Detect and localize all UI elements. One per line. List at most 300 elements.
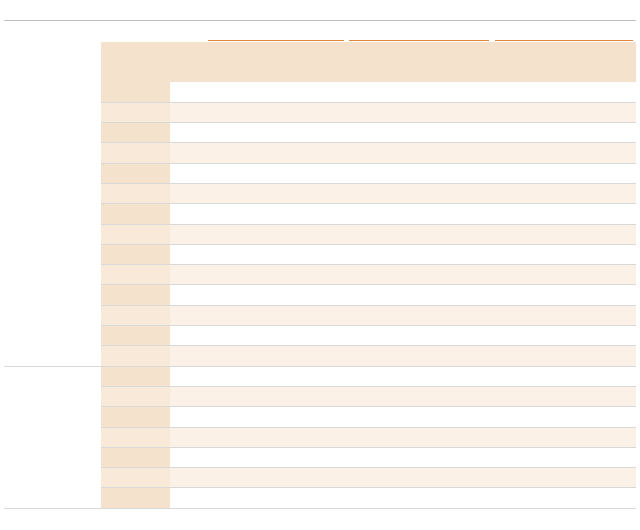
- cell-value: [597, 102, 636, 122]
- cell-value: [363, 82, 403, 102]
- cell-value: [323, 82, 363, 102]
- row-date: [101, 285, 170, 305]
- cell-value: [170, 407, 209, 427]
- cell-value: [363, 326, 403, 346]
- cell-value: [284, 346, 323, 366]
- cell-value: [403, 244, 442, 264]
- cell-value: [403, 488, 442, 508]
- cell-value: [323, 468, 363, 488]
- category-label: [4, 366, 101, 508]
- cell-value: [442, 244, 481, 264]
- cell-value: [209, 265, 247, 285]
- cell-value: [442, 285, 481, 305]
- header-col: [597, 42, 636, 62]
- cell-value: [481, 285, 520, 305]
- cell-value: [247, 163, 285, 183]
- cell-value: [403, 102, 442, 122]
- cell-value: [519, 447, 558, 467]
- cell-value: [363, 102, 403, 122]
- cell-value: [442, 183, 481, 203]
- cell-value: [442, 163, 481, 183]
- cell-value: [519, 224, 558, 244]
- table-row: [4, 366, 636, 386]
- cell-value: [363, 305, 403, 325]
- cell-value: [519, 427, 558, 447]
- cell-value: [247, 488, 285, 508]
- cell-value: [363, 447, 403, 467]
- cell-value: [558, 305, 597, 325]
- cell-value: [442, 386, 481, 406]
- cell-value: [170, 244, 209, 264]
- cell-value: [481, 366, 520, 386]
- group-rule-15: [349, 40, 489, 41]
- cell-value: [284, 305, 323, 325]
- cell-value: [247, 326, 285, 346]
- cell-value: [247, 102, 285, 122]
- cell-value: [209, 346, 247, 366]
- cell-value: [403, 285, 442, 305]
- cell-value: [519, 386, 558, 406]
- cell-value: [558, 102, 597, 122]
- cell-value: [481, 204, 520, 224]
- cell-value: [403, 407, 442, 427]
- cell-value: [170, 468, 209, 488]
- cell-value: [284, 224, 323, 244]
- cell-value: [323, 102, 363, 122]
- cell-value: [481, 447, 520, 467]
- top-divider: [4, 20, 636, 21]
- cell-value: [209, 386, 247, 406]
- cell-value: [597, 427, 636, 447]
- header-sub: [442, 62, 481, 82]
- cell-value: [558, 244, 597, 264]
- cell-value: [363, 244, 403, 264]
- cell-value: [323, 366, 363, 386]
- table-body: [4, 82, 636, 508]
- group-rule-5: [208, 40, 344, 41]
- cell-value: [247, 183, 285, 203]
- cell-value: [403, 224, 442, 244]
- cell-value: [247, 265, 285, 285]
- cell-value: [209, 244, 247, 264]
- cell-value: [323, 244, 363, 264]
- cell-value: [558, 183, 597, 203]
- cell-value: [247, 285, 285, 305]
- cell-value: [481, 488, 520, 508]
- row-date: [101, 123, 170, 143]
- cell-value: [597, 143, 636, 163]
- cell-value: [209, 305, 247, 325]
- cell-value: [363, 488, 403, 508]
- cell-value: [558, 427, 597, 447]
- group-5-days: [206, 22, 346, 42]
- row-date: [101, 447, 170, 467]
- header-col: [363, 42, 403, 62]
- cell-value: [323, 386, 363, 406]
- cell-value: [519, 102, 558, 122]
- cell-value: [247, 407, 285, 427]
- cell-value: [170, 123, 209, 143]
- cell-value: [597, 468, 636, 488]
- cell-value: [403, 305, 442, 325]
- cell-value: [442, 427, 481, 447]
- cell-value: [209, 366, 247, 386]
- header-col: [323, 42, 363, 62]
- cell-value: [519, 326, 558, 346]
- group-15-days: [346, 22, 492, 42]
- cell-value: [597, 366, 636, 386]
- cell-value: [284, 366, 323, 386]
- cell-value: [597, 386, 636, 406]
- cell-value: [597, 123, 636, 143]
- cell-value: [519, 346, 558, 366]
- cell-value: [597, 305, 636, 325]
- cell-value: [519, 163, 558, 183]
- rate-cut-impact-table: [4, 42, 636, 509]
- row-date: [101, 427, 170, 447]
- cell-value: [442, 326, 481, 346]
- cell-value: [442, 366, 481, 386]
- cell-value: [442, 265, 481, 285]
- header-col: [481, 42, 520, 62]
- cell-value: [481, 468, 520, 488]
- cell-value: [558, 386, 597, 406]
- row-date: [101, 183, 170, 203]
- cell-value: [284, 447, 323, 467]
- cell-value: [442, 407, 481, 427]
- cell-value: [519, 204, 558, 224]
- cell-value: [442, 346, 481, 366]
- cell-value: [323, 204, 363, 224]
- cell-value: [558, 163, 597, 183]
- cell-value: [247, 386, 285, 406]
- cell-value: [519, 82, 558, 102]
- cell-value: [558, 123, 597, 143]
- cell-value: [247, 224, 285, 244]
- cell-value: [519, 468, 558, 488]
- cell-value: [363, 386, 403, 406]
- cell-value: [284, 123, 323, 143]
- cell-value: [442, 82, 481, 102]
- cell-value: [558, 82, 597, 102]
- cell-value: [558, 447, 597, 467]
- cell-value: [597, 488, 636, 508]
- cell-value: [323, 427, 363, 447]
- cell-value: [481, 244, 520, 264]
- cell-value: [481, 183, 520, 203]
- row-date: [101, 488, 170, 508]
- cell-value: [597, 265, 636, 285]
- row-date: [101, 366, 170, 386]
- cell-value: [597, 447, 636, 467]
- cell-value: [481, 143, 520, 163]
- cell-value: [170, 224, 209, 244]
- row-date: [101, 163, 170, 183]
- cell-value: [558, 326, 597, 346]
- cell-value: [519, 366, 558, 386]
- cell-value: [558, 265, 597, 285]
- cell-value: [442, 123, 481, 143]
- cell-value: [284, 285, 323, 305]
- cell-value: [363, 143, 403, 163]
- cell-value: [284, 204, 323, 224]
- cell-value: [363, 265, 403, 285]
- group-30-days: [492, 22, 636, 42]
- row-date: [101, 224, 170, 244]
- category-label: [4, 82, 101, 366]
- cell-value: [481, 102, 520, 122]
- header-blank: [4, 62, 101, 82]
- cell-value: [481, 427, 520, 447]
- cell-value: [519, 285, 558, 305]
- cell-value: [403, 386, 442, 406]
- cell-value: [597, 285, 636, 305]
- cell-value: [363, 346, 403, 366]
- cell-value: [481, 82, 520, 102]
- cell-value: [323, 346, 363, 366]
- cell-value: [170, 285, 209, 305]
- cell-value: [558, 143, 597, 163]
- cell-value: [363, 183, 403, 203]
- cell-value: [209, 143, 247, 163]
- cell-value: [170, 143, 209, 163]
- cell-value: [403, 143, 442, 163]
- cell-value: [481, 305, 520, 325]
- cell-value: [558, 224, 597, 244]
- group-rule-30: [495, 40, 633, 41]
- row-date: [101, 265, 170, 285]
- cell-value: [247, 123, 285, 143]
- cell-value: [558, 285, 597, 305]
- row-date: [101, 244, 170, 264]
- row-date: [101, 305, 170, 325]
- cell-value: [323, 123, 363, 143]
- cell-value: [209, 285, 247, 305]
- row-date: [101, 143, 170, 163]
- cell-value: [323, 163, 363, 183]
- cell-value: [247, 427, 285, 447]
- cell-value: [323, 224, 363, 244]
- cell-value: [209, 427, 247, 447]
- header-sub: [284, 62, 323, 82]
- cell-value: [363, 224, 403, 244]
- cell-value: [363, 427, 403, 447]
- row-date: [101, 407, 170, 427]
- cell-value: [170, 265, 209, 285]
- cell-value: [363, 204, 403, 224]
- cell-value: [209, 468, 247, 488]
- header-col: [247, 42, 285, 62]
- cell-value: [403, 366, 442, 386]
- cell-value: [284, 468, 323, 488]
- cell-value: [481, 163, 520, 183]
- cell-value: [442, 224, 481, 244]
- cell-value: [363, 285, 403, 305]
- header-row-top: [4, 42, 636, 62]
- cell-value: [597, 82, 636, 102]
- cell-value: [363, 163, 403, 183]
- cell-value: [170, 386, 209, 406]
- cell-value: [558, 407, 597, 427]
- cell-value: [558, 488, 597, 508]
- row-date: [101, 468, 170, 488]
- cell-value: [170, 305, 209, 325]
- cell-value: [597, 244, 636, 264]
- cell-value: [284, 143, 323, 163]
- header-col: [284, 42, 323, 62]
- row-date: [101, 326, 170, 346]
- cell-value: [519, 244, 558, 264]
- cell-value: [247, 468, 285, 488]
- cell-value: [247, 346, 285, 366]
- cell-value: [209, 407, 247, 427]
- cell-value: [558, 366, 597, 386]
- cell-value: [170, 427, 209, 447]
- cell-value: [442, 305, 481, 325]
- cell-value: [209, 204, 247, 224]
- cell-value: [247, 82, 285, 102]
- cell-value: [247, 143, 285, 163]
- cell-value: [247, 447, 285, 467]
- cell-value: [558, 346, 597, 366]
- cell-value: [323, 143, 363, 163]
- cell-value: [481, 265, 520, 285]
- cell-value: [170, 326, 209, 346]
- cell-value: [284, 102, 323, 122]
- cell-value: [209, 488, 247, 508]
- cell-value: [323, 183, 363, 203]
- cell-value: [597, 183, 636, 203]
- cell-value: [209, 102, 247, 122]
- header-sub: [170, 62, 209, 82]
- cell-value: [284, 386, 323, 406]
- cell-value: [170, 447, 209, 467]
- header-row-sub: [4, 62, 636, 82]
- cell-value: [403, 468, 442, 488]
- cell-value: [597, 407, 636, 427]
- cell-value: [284, 82, 323, 102]
- cell-value: [519, 143, 558, 163]
- cell-value: [247, 305, 285, 325]
- cell-value: [481, 346, 520, 366]
- cell-value: [403, 427, 442, 447]
- cell-value: [442, 102, 481, 122]
- cell-value: [284, 427, 323, 447]
- header-sub: [597, 62, 636, 82]
- cell-value: [403, 183, 442, 203]
- row-date: [101, 346, 170, 366]
- header-sub: [247, 62, 285, 82]
- cell-value: [284, 326, 323, 346]
- cell-value: [247, 204, 285, 224]
- cell-value: [209, 447, 247, 467]
- cell-value: [519, 407, 558, 427]
- row-date: [101, 82, 170, 102]
- cell-value: [442, 143, 481, 163]
- header-col: [558, 42, 597, 62]
- cell-value: [558, 204, 597, 224]
- cell-value: [403, 346, 442, 366]
- row-date: [101, 204, 170, 224]
- cell-value: [442, 468, 481, 488]
- header-sub: [363, 62, 403, 82]
- cell-value: [170, 82, 209, 102]
- cell-value: [247, 244, 285, 264]
- cell-value: [323, 305, 363, 325]
- cell-value: [170, 204, 209, 224]
- cell-value: [363, 407, 403, 427]
- cell-value: [170, 488, 209, 508]
- cell-value: [363, 366, 403, 386]
- cell-value: [170, 346, 209, 366]
- cell-value: [597, 163, 636, 183]
- cell-value: [481, 326, 520, 346]
- cell-value: [519, 488, 558, 508]
- cell-value: [209, 326, 247, 346]
- cell-value: [481, 407, 520, 427]
- cell-value: [403, 123, 442, 143]
- cell-value: [284, 265, 323, 285]
- cell-value: [209, 183, 247, 203]
- cell-value: [170, 183, 209, 203]
- header-sub: [519, 62, 558, 82]
- header-col: [170, 42, 209, 62]
- header-sub: [403, 62, 442, 82]
- cell-value: [247, 366, 285, 386]
- cell-value: [481, 123, 520, 143]
- cell-value: [323, 488, 363, 508]
- cell-value: [519, 305, 558, 325]
- cell-value: [323, 447, 363, 467]
- cell-value: [323, 285, 363, 305]
- header-col: [403, 42, 442, 62]
- cell-value: [403, 447, 442, 467]
- header-col: [209, 42, 247, 62]
- header-col: [442, 42, 481, 62]
- cell-value: [597, 346, 636, 366]
- cell-value: [403, 265, 442, 285]
- cell-value: [403, 82, 442, 102]
- header-sub: [481, 62, 520, 82]
- cell-value: [363, 468, 403, 488]
- cell-value: [519, 183, 558, 203]
- cell-value: [284, 407, 323, 427]
- header-blank: [4, 42, 101, 62]
- cell-value: [209, 224, 247, 244]
- cell-value: [209, 163, 247, 183]
- header-sub: [209, 62, 247, 82]
- cell-value: [597, 224, 636, 244]
- cell-value: [519, 123, 558, 143]
- cell-value: [481, 224, 520, 244]
- header-date: [101, 42, 170, 82]
- cell-value: [284, 183, 323, 203]
- header-sub: [323, 62, 363, 82]
- cell-value: [323, 407, 363, 427]
- cell-value: [170, 163, 209, 183]
- cell-value: [597, 204, 636, 224]
- row-date: [101, 386, 170, 406]
- cell-value: [284, 488, 323, 508]
- cell-value: [209, 82, 247, 102]
- cell-value: [403, 326, 442, 346]
- cell-value: [519, 265, 558, 285]
- header-col: [519, 42, 558, 62]
- cell-value: [170, 366, 209, 386]
- cell-value: [363, 123, 403, 143]
- cell-value: [442, 204, 481, 224]
- cell-value: [442, 447, 481, 467]
